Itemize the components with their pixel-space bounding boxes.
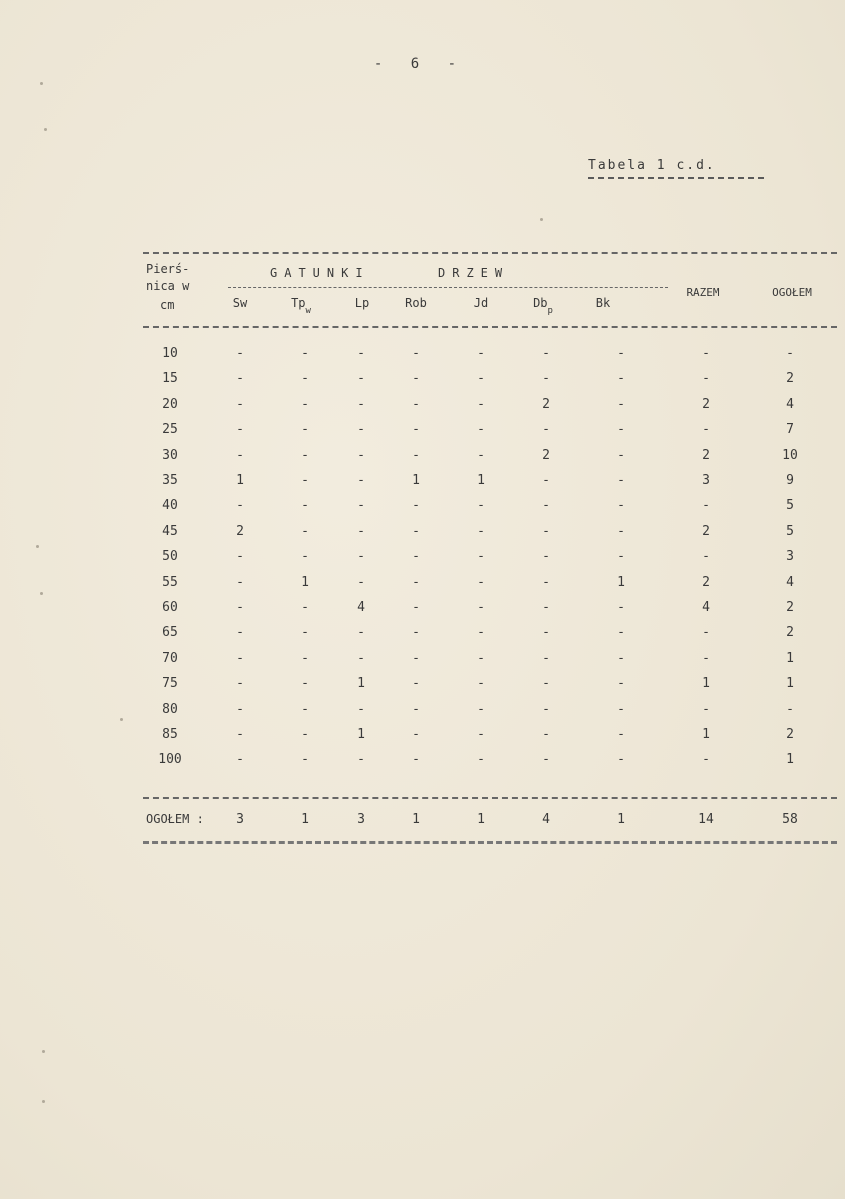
table-cell: - bbox=[542, 752, 550, 768]
table-cell: - bbox=[477, 676, 485, 692]
header-first-col-line1: Pierś- bbox=[146, 262, 190, 276]
table-cell: - bbox=[236, 676, 244, 692]
table-cell: - bbox=[477, 752, 485, 768]
table-cell: - bbox=[542, 346, 550, 361]
table-cell: - bbox=[542, 600, 550, 615]
table-cell: - bbox=[236, 600, 244, 615]
row-diameter-label: 20 bbox=[162, 396, 178, 412]
header-bottom-rule bbox=[143, 326, 837, 328]
table-cell: 1 bbox=[357, 727, 365, 742]
table-cell: - bbox=[412, 523, 420, 539]
table-cell: - bbox=[477, 650, 485, 666]
table-cell: - bbox=[617, 346, 625, 361]
header-group-label-gatunki: GATUNKI bbox=[270, 266, 370, 280]
header-group-label-drzew: DRZEW bbox=[438, 266, 510, 280]
table-cell: - bbox=[477, 422, 485, 438]
table-cell: 2 bbox=[786, 625, 794, 641]
table-cell: 2 bbox=[786, 371, 794, 387]
table-cell: 4 bbox=[786, 396, 794, 412]
row-diameter-label: 100 bbox=[158, 752, 182, 768]
paper-speck bbox=[42, 1050, 45, 1053]
row-diameter-label: 45 bbox=[162, 523, 178, 539]
table-cell: 1 bbox=[412, 473, 420, 488]
table-cell: - bbox=[236, 701, 244, 717]
table-cell: 4 bbox=[786, 574, 794, 590]
table-cell: 1 bbox=[786, 676, 794, 692]
header-species-label: Jd bbox=[473, 296, 489, 310]
table-cell: - bbox=[236, 549, 244, 565]
table-cell: - bbox=[412, 447, 420, 463]
title-underline bbox=[588, 177, 764, 179]
table-cell: - bbox=[412, 371, 420, 387]
table-cell: 4 bbox=[702, 600, 710, 615]
table-cell: 1 bbox=[477, 473, 485, 488]
table-cell: - bbox=[542, 625, 550, 641]
table-cell: - bbox=[412, 396, 420, 412]
table-cell: - bbox=[786, 346, 794, 361]
paper-speck bbox=[44, 128, 47, 131]
table-cell: - bbox=[412, 498, 420, 514]
table-cell: 1 bbox=[357, 676, 365, 692]
table-cell: - bbox=[542, 549, 550, 565]
header-species-tp bbox=[291, 296, 311, 316]
header-species-subscript: p bbox=[547, 306, 553, 316]
table-cell: - bbox=[301, 396, 309, 412]
header-razem: RAZEM bbox=[686, 286, 720, 299]
table-cell: - bbox=[477, 447, 485, 463]
table-cell: 1 bbox=[301, 574, 309, 590]
row-diameter-label: 70 bbox=[162, 650, 178, 666]
table-cell: - bbox=[477, 701, 485, 717]
table-cell: - bbox=[702, 498, 710, 514]
table-cell: - bbox=[702, 752, 710, 768]
header-species-bk bbox=[596, 296, 610, 310]
table-cell: - bbox=[477, 346, 485, 361]
table-cell: - bbox=[477, 498, 485, 514]
table-cell: - bbox=[412, 727, 420, 742]
header-species-label: Db bbox=[533, 296, 548, 310]
table-cell: - bbox=[617, 676, 625, 692]
table-cell: - bbox=[412, 422, 420, 438]
table-cell: - bbox=[301, 346, 309, 361]
table-cell: - bbox=[542, 473, 550, 488]
row-diameter-label: 10 bbox=[162, 346, 178, 361]
table-cell: 4 bbox=[357, 600, 365, 615]
table-cell: - bbox=[702, 625, 710, 641]
table-cell: - bbox=[357, 701, 365, 717]
table-cell: - bbox=[542, 650, 550, 666]
table-cell: - bbox=[412, 574, 420, 590]
table-cell: - bbox=[357, 422, 365, 438]
table-cell: 10 bbox=[782, 447, 798, 463]
table-cell: 2 bbox=[786, 727, 794, 742]
table-cell: 2 bbox=[702, 574, 710, 590]
table-cell: - bbox=[412, 650, 420, 666]
table-cell: - bbox=[617, 650, 625, 666]
table-cell: - bbox=[542, 523, 550, 539]
row-diameter-label: 75 bbox=[162, 676, 178, 692]
table-cell: - bbox=[702, 371, 710, 387]
table-cell: - bbox=[477, 549, 485, 565]
table-cell: 1 bbox=[702, 676, 710, 692]
total-cell: 1 bbox=[412, 812, 420, 827]
table-cell: - bbox=[412, 549, 420, 565]
total-cell: 58 bbox=[782, 812, 798, 827]
table-cell: - bbox=[617, 498, 625, 514]
table-cell: - bbox=[477, 396, 485, 412]
table-cell: 7 bbox=[786, 422, 794, 438]
table-cell: - bbox=[702, 701, 710, 717]
table-cell: 2 bbox=[702, 396, 710, 412]
table-bottom-rule bbox=[143, 841, 837, 844]
header-first-col-line3: cm bbox=[160, 298, 175, 312]
table-cell: - bbox=[617, 523, 625, 539]
table-cell: - bbox=[617, 371, 625, 387]
table-cell: - bbox=[786, 701, 794, 717]
header-ogolem: OGOŁEM bbox=[772, 286, 812, 299]
table-cell: - bbox=[357, 574, 365, 590]
table-cell: - bbox=[702, 650, 710, 666]
table-cell: - bbox=[542, 422, 550, 438]
header-species-label: Tp bbox=[291, 296, 306, 310]
table-cell: - bbox=[236, 752, 244, 768]
table-cell: - bbox=[617, 701, 625, 717]
table-cell: - bbox=[236, 371, 244, 387]
header-species-rob bbox=[405, 296, 427, 310]
table-cell: - bbox=[301, 600, 309, 615]
table-cell: - bbox=[236, 625, 244, 641]
table-cell: - bbox=[477, 727, 485, 742]
table-cell: - bbox=[477, 574, 485, 590]
total-cell: 1 bbox=[301, 812, 309, 827]
table-cell: - bbox=[542, 701, 550, 717]
table-cell: - bbox=[412, 600, 420, 615]
paper-speck bbox=[40, 82, 43, 85]
table-cell: - bbox=[357, 371, 365, 387]
table-cell: - bbox=[301, 625, 309, 641]
table-cell: - bbox=[301, 523, 309, 539]
table-cell: 1 bbox=[786, 752, 794, 768]
table-cell: - bbox=[617, 727, 625, 742]
table-cell: 2 bbox=[542, 447, 550, 463]
header-species-label: Lp bbox=[354, 296, 370, 310]
table-cell: - bbox=[412, 625, 420, 641]
table-cell: - bbox=[357, 346, 365, 361]
row-diameter-label: 35 bbox=[162, 473, 178, 488]
total-cell: 3 bbox=[236, 812, 244, 827]
header-species-sw bbox=[233, 296, 247, 310]
total-cell: 1 bbox=[617, 812, 625, 827]
table-cell: - bbox=[357, 447, 365, 463]
row-diameter-label: 40 bbox=[162, 498, 178, 514]
table-cell: - bbox=[236, 650, 244, 666]
row-diameter-label: 85 bbox=[162, 727, 178, 742]
table-cell: - bbox=[542, 727, 550, 742]
row-diameter-label: 60 bbox=[162, 600, 178, 615]
table-cell: 2 bbox=[542, 396, 550, 412]
table-cell: 1 bbox=[786, 650, 794, 666]
total-cell: 4 bbox=[542, 812, 550, 827]
table-cell: - bbox=[236, 498, 244, 514]
table-cell: - bbox=[542, 498, 550, 514]
page-number: - 6 - bbox=[373, 56, 467, 72]
table-cell: - bbox=[301, 676, 309, 692]
table-cell: - bbox=[542, 676, 550, 692]
table-cell: - bbox=[357, 396, 365, 412]
table-cell: - bbox=[236, 574, 244, 590]
total-cell: 1 bbox=[477, 812, 485, 827]
paper-speck bbox=[540, 218, 543, 221]
table-cell: - bbox=[412, 701, 420, 717]
table-cell: - bbox=[477, 523, 485, 539]
row-diameter-label: 50 bbox=[162, 549, 178, 565]
table-cell: - bbox=[412, 676, 420, 692]
table-cell: 2 bbox=[702, 523, 710, 539]
table-cell: - bbox=[236, 727, 244, 742]
table-cell: - bbox=[301, 650, 309, 666]
header-first-col-line2: nica w bbox=[146, 279, 190, 293]
table-cell: - bbox=[236, 396, 244, 412]
table-cell: - bbox=[702, 549, 710, 565]
total-cell: 14 bbox=[698, 812, 714, 827]
table-cell: - bbox=[617, 752, 625, 768]
table-cell: - bbox=[357, 650, 365, 666]
table-cell: - bbox=[702, 422, 710, 438]
table-cell: 2 bbox=[236, 523, 244, 539]
table-cell: - bbox=[301, 473, 309, 488]
paper-speck bbox=[42, 1100, 45, 1103]
table-cell: - bbox=[301, 549, 309, 565]
table-cell: - bbox=[236, 447, 244, 463]
table-cell: - bbox=[617, 396, 625, 412]
header-species-lp bbox=[355, 296, 369, 310]
table-cell: - bbox=[357, 498, 365, 514]
table-cell: - bbox=[357, 523, 365, 539]
table-cell: 3 bbox=[786, 549, 794, 565]
table-cell: 1 bbox=[236, 473, 244, 488]
header-species-label: Bk bbox=[595, 296, 611, 310]
table-cell: - bbox=[542, 574, 550, 590]
header-species-db bbox=[533, 296, 553, 316]
table-cell: - bbox=[617, 447, 625, 463]
table-cell: - bbox=[357, 625, 365, 641]
table-cell: - bbox=[617, 473, 625, 488]
table-cell: - bbox=[477, 625, 485, 641]
table-cell: - bbox=[301, 371, 309, 387]
paper-speck bbox=[120, 718, 123, 721]
table-cell: - bbox=[301, 498, 309, 514]
row-diameter-label: 15 bbox=[162, 371, 178, 387]
table-title: Tabela 1 c.d. bbox=[588, 158, 716, 173]
table-cell: - bbox=[301, 447, 309, 463]
table-cell: 1 bbox=[702, 727, 710, 742]
table-cell: - bbox=[617, 422, 625, 438]
table-cell: 9 bbox=[786, 473, 794, 488]
table-cell: - bbox=[477, 371, 485, 387]
total-cell: 3 bbox=[357, 812, 365, 827]
table-cell: 2 bbox=[786, 600, 794, 615]
table-cell: - bbox=[357, 473, 365, 488]
header-species-subscript: w bbox=[305, 306, 311, 316]
table-cell: - bbox=[301, 422, 309, 438]
row-diameter-label: 25 bbox=[162, 422, 178, 438]
table-cell: - bbox=[617, 600, 625, 615]
paper-speck bbox=[40, 592, 43, 595]
table-cell: - bbox=[617, 625, 625, 641]
total-label: OGOŁEM : bbox=[146, 812, 204, 826]
table-cell: - bbox=[301, 701, 309, 717]
table-cell: 5 bbox=[786, 523, 794, 539]
table-cell: - bbox=[412, 346, 420, 361]
header-group-underline bbox=[228, 287, 668, 288]
table-cell: - bbox=[357, 752, 365, 768]
table-cell: - bbox=[236, 346, 244, 361]
row-diameter-label: 65 bbox=[162, 625, 178, 641]
table-cell: - bbox=[477, 600, 485, 615]
table-cell: 2 bbox=[702, 447, 710, 463]
table-cell: 1 bbox=[617, 574, 625, 590]
table-cell: - bbox=[617, 549, 625, 565]
row-diameter-label: 80 bbox=[162, 701, 178, 717]
row-diameter-label: 55 bbox=[162, 574, 178, 590]
table-cell: - bbox=[542, 371, 550, 387]
table-cell: - bbox=[357, 549, 365, 565]
table-cell: - bbox=[702, 346, 710, 361]
table-cell: - bbox=[412, 752, 420, 768]
table-cell: - bbox=[236, 422, 244, 438]
header-species-jd bbox=[474, 296, 488, 310]
table-cell: - bbox=[301, 727, 309, 742]
header-species-label: Sw bbox=[232, 296, 248, 310]
paper-speck bbox=[36, 545, 39, 548]
table-top-rule bbox=[143, 252, 837, 254]
table-cell: 5 bbox=[786, 498, 794, 514]
row-diameter-label: 30 bbox=[162, 447, 178, 463]
table-cell: - bbox=[301, 752, 309, 768]
table-cell: 3 bbox=[702, 473, 710, 488]
total-top-rule bbox=[143, 797, 837, 799]
header-species-label: Rob bbox=[405, 296, 427, 310]
